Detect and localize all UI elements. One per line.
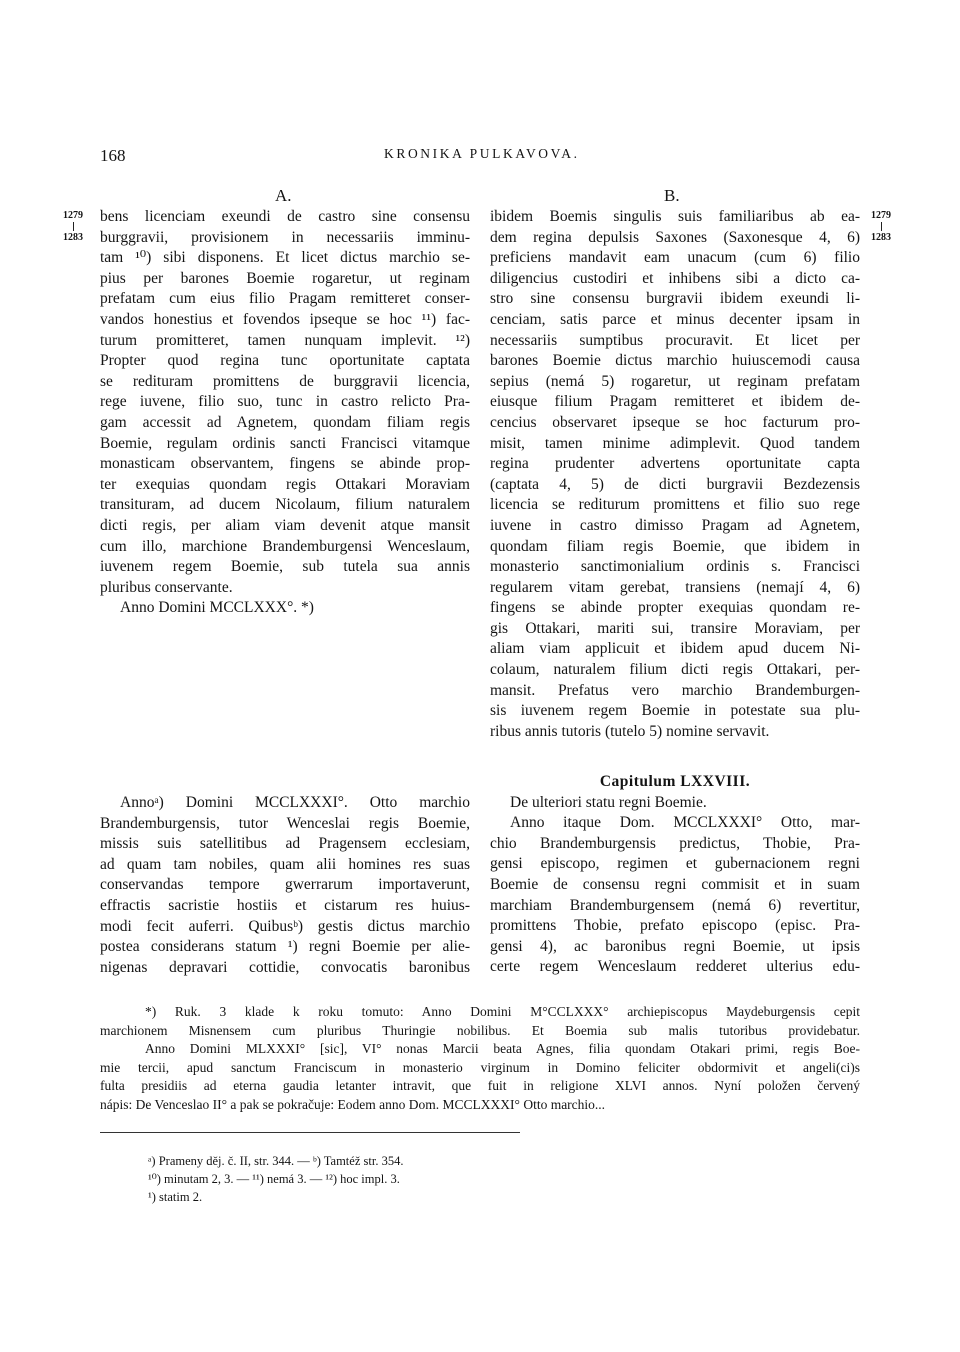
note-line: nápis: De Venceslao II° a pak se pokračuje: Eodem anno Dom. MCCLXXXI° Otto marchio... — [100, 1096, 606, 1112]
margin-year-right-start: 1279 — [871, 210, 891, 221]
text-line: sepius (nemá 5) rogaretur, ut reginam prefatam — [490, 372, 860, 390]
chapter-heading: Capitulum LXXVIII. — [599, 773, 751, 790]
text-line: modi fecit auferri. Quibusᵇ) gestis dictus marchio — [100, 917, 470, 935]
text-line: vandos honestius et fovendos ipseque se hoc ¹¹) fac- — [100, 310, 470, 328]
text-line: pluribus conservante. — [100, 578, 233, 596]
note-line: fulta presidiis ad eterna gaudia letanter intravit, que fuit in religione XLVI annos. Nyní položen červený — [100, 1078, 860, 1094]
text-line: cenciam, satis parce et minus decenter ipsam in — [490, 310, 860, 328]
text-line: ribus annis tutoris (tutelo 5) nomine servavit. — [490, 722, 770, 740]
text-line: barones Boemie dictus marchio huiuscemodi causa — [490, 352, 860, 370]
text-line: bens licenciam exeundi de castro sine consensu — [100, 208, 470, 225]
text-line: quondam filiam regis Boemie, que ibidem in — [490, 537, 860, 555]
text-line: monasterio sanctimonialium ordinis s. Francisci — [490, 558, 860, 576]
text-line: cencius observaret ipseque se hoc facturum pro- — [490, 413, 860, 431]
text-line: marchiam Brandemburgensem (nemá 6) revertitur, — [490, 896, 860, 914]
text-line: gam accessit ad Agnetem, quondam filiam regis — [100, 413, 470, 431]
footnote: ¹) statim 2. — [148, 1190, 203, 1204]
text-line: monasticam observantem, fingens se abinde prop- — [100, 455, 470, 473]
note-line: *) Ruk. 3 klade k roku tomuto: Anno Domini M°CCLXXX° archiepiscopus Maydeburgensis cepit — [145, 1004, 860, 1019]
text-line: nigenas depravari cottidie, convocatis baronibus — [100, 958, 470, 976]
column-a-paragraph-2 — [100, 793, 470, 978]
text-line: ad quam tam nobiles, quam alii homines res suas — [100, 855, 470, 873]
note-line: mie tercii, apud sanctum Franciscum in monasterio virginum in Domino feliciter obdormivit et angeli(ci)s — [100, 1059, 860, 1075]
column-a-paragraph-1 — [100, 207, 470, 619]
text-line: gis Ottakari, mariti sui, transire Moraviam, per — [490, 619, 860, 637]
text-line: misit, tamen minime adimplevit. Quod tandem — [490, 434, 860, 452]
text-line: gensi episcopo, regimen et gubernacionem regni — [490, 855, 860, 873]
text-line: necessariis sumptibus procuravit. Et licet per — [490, 331, 860, 349]
text-line: iuvenem regem Boemie, sub tutela sua annis — [100, 558, 470, 576]
text-line: Annoᵃ) Domini MCCLXXXI°. Otto marchio — [120, 794, 470, 811]
margin-year-left-start: 1279 — [63, 210, 83, 221]
text-line: turum promitteret, tamen nunquam implevit. ¹²) — [100, 331, 470, 349]
text-line: iuvene in castro dimisso Pragam ad Agnetem, — [490, 516, 860, 534]
text-line: mansit. Prefatus vero marchio Brandemburgen- — [490, 681, 860, 699]
text-line: regina prudenter advertens oportunitate capta — [490, 455, 860, 473]
text-line: rege iuvene, filio suo, tunc in castro relicto Pra- — [100, 393, 470, 411]
margin-year-right-divider — [881, 222, 882, 231]
text-line: aliam viam applicuit et ibidem apud ducem Ni- — [490, 640, 860, 658]
column-b-label: B. — [664, 186, 680, 205]
text-line: Brandemburgensis, tutor Wenceslai regis Boemie, — [100, 814, 470, 832]
text-line: gensi 4), ac baronibus regni Boemie, ut ipsis — [490, 937, 860, 955]
text-line: colaum, naturalem filium dicti regis Ottakari, per- — [490, 661, 860, 679]
text-line: conservandas tempore gwerrarum importaverunt, — [100, 876, 470, 894]
margin-year-right-end: 1283 — [871, 232, 891, 243]
chapter-subtitle: De ulteriori statu regni Boemie. — [510, 793, 707, 811]
text-line: effractis sacristie hostiis et cistarum res huius- — [100, 896, 470, 914]
footnote: ¹⁰) minutam 2, 3. — ¹¹) nemá 3. — ¹²) hoc impl. 3. — [148, 1172, 400, 1186]
text-line: missis suis satellitibus ad Pragensem ecclesiam, — [100, 835, 470, 853]
footnotes — [148, 1152, 598, 1206]
text-line: ibidem Boemis singulis suis familiaribus ab ea- — [490, 208, 860, 225]
text-line: prefatam cum eius filio Pragam remitteret conser- — [100, 290, 470, 308]
text-line: sis iuvenem regem Boemie in potestate sua plu- — [490, 702, 860, 720]
text-line: Boemie, regulam ordinis sancti Francisci vitamque — [100, 434, 470, 452]
text-line: licencia se rediturum promittens et filio suo rege — [490, 496, 860, 514]
year-heading: Anno Domini MCCLXXX°. *) — [120, 599, 314, 617]
margin-year-right — [866, 210, 896, 243]
text-line: dicti regis, per aliam viam devenit atque mansit — [100, 516, 470, 534]
note-line: marchionem Misnensem cum pluribus Thuringie nobilibus. Et Boemia sub malis tutoribus providebatur. — [100, 1022, 860, 1038]
margin-year-left-end: 1283 — [63, 232, 83, 243]
margin-year-left-divider — [73, 222, 74, 231]
text-line: Boemie de consensu regni commisit et in suam — [490, 875, 860, 893]
text-line: regularem vitam gerebat, transiens (nemají 4, 6) — [490, 578, 860, 596]
text-line: promittens Thobie, prefato episcopo (episc. Pra- — [490, 917, 860, 935]
text-line: se redituram promittens de burggravii licencia, — [100, 372, 470, 390]
text-line: dem regina depulsis Saxones (Saxonesque 4, 6) — [490, 228, 860, 246]
text-line: diligencius custodiri et inhibens sibi a dicto ca- — [490, 269, 860, 287]
column-a-label: A. — [275, 186, 292, 205]
text-line: burggravii, provisionem in necessariis imminu- — [100, 228, 470, 246]
text-line: pius per barones Boemie rogaretur, ut reginam — [100, 269, 470, 287]
text-line: fingens se abinde propter exequias quondam re- — [490, 599, 860, 617]
text-line: Propter quod regina tunc oportunitate captata — [100, 352, 470, 370]
running-title: KRONIKA PULKAVOVA. — [384, 146, 580, 161]
column-b-paragraph-1 — [490, 207, 860, 742]
text-line: postea considerans statum ¹) regni Boemie per alie- — [100, 938, 470, 956]
margin-year-left — [58, 210, 88, 243]
footnote: ᵃ) Prameny děj. č. II, str. 344. — ᵇ) Tamtéž str. 354. — [148, 1154, 404, 1168]
text-line: cum illo, marchione Brandemburgensi Wenceslaum, — [100, 537, 470, 555]
text-line: transituram, ad ducem Nicolaum, filium naturalem — [100, 496, 470, 514]
footnote-divider — [100, 1132, 520, 1133]
text-line: Anno itaque Dom. MCCLXXXI° Otto, mar- — [510, 814, 860, 832]
text-line: certe regem Wenceslaum redderet ulterius edu- — [490, 958, 860, 976]
text-line: chio Brandemburgensis predictus, Thobie, Pra- — [490, 834, 860, 852]
text-line: (captata 4, 5) de dicti burgravii Bezdezensis — [490, 475, 860, 493]
editorial-note — [100, 1003, 860, 1115]
note-line: Anno Domini MLXXXI° [sic], VI° nonas Marcii beata Agnes, filia quondam Otakari primi, regis Boe- — [145, 1041, 860, 1057]
text-line: ter exequias quondam regis Ottakari Moraviam — [100, 475, 470, 493]
page-number: 168 — [100, 146, 126, 165]
text-line: tam ¹⁰) sibi disponens. Et licet dictus marchio se- — [100, 249, 470, 267]
text-line: stro sine consensu burgravii ibidem exeundi li- — [490, 290, 860, 308]
text-line: eiusque filium Pragam remitteret et ibidem de- — [490, 393, 860, 411]
text-line: preficiens mandavit eam unacum (cum 6) filio — [490, 249, 860, 267]
column-b-chapter — [490, 772, 860, 978]
